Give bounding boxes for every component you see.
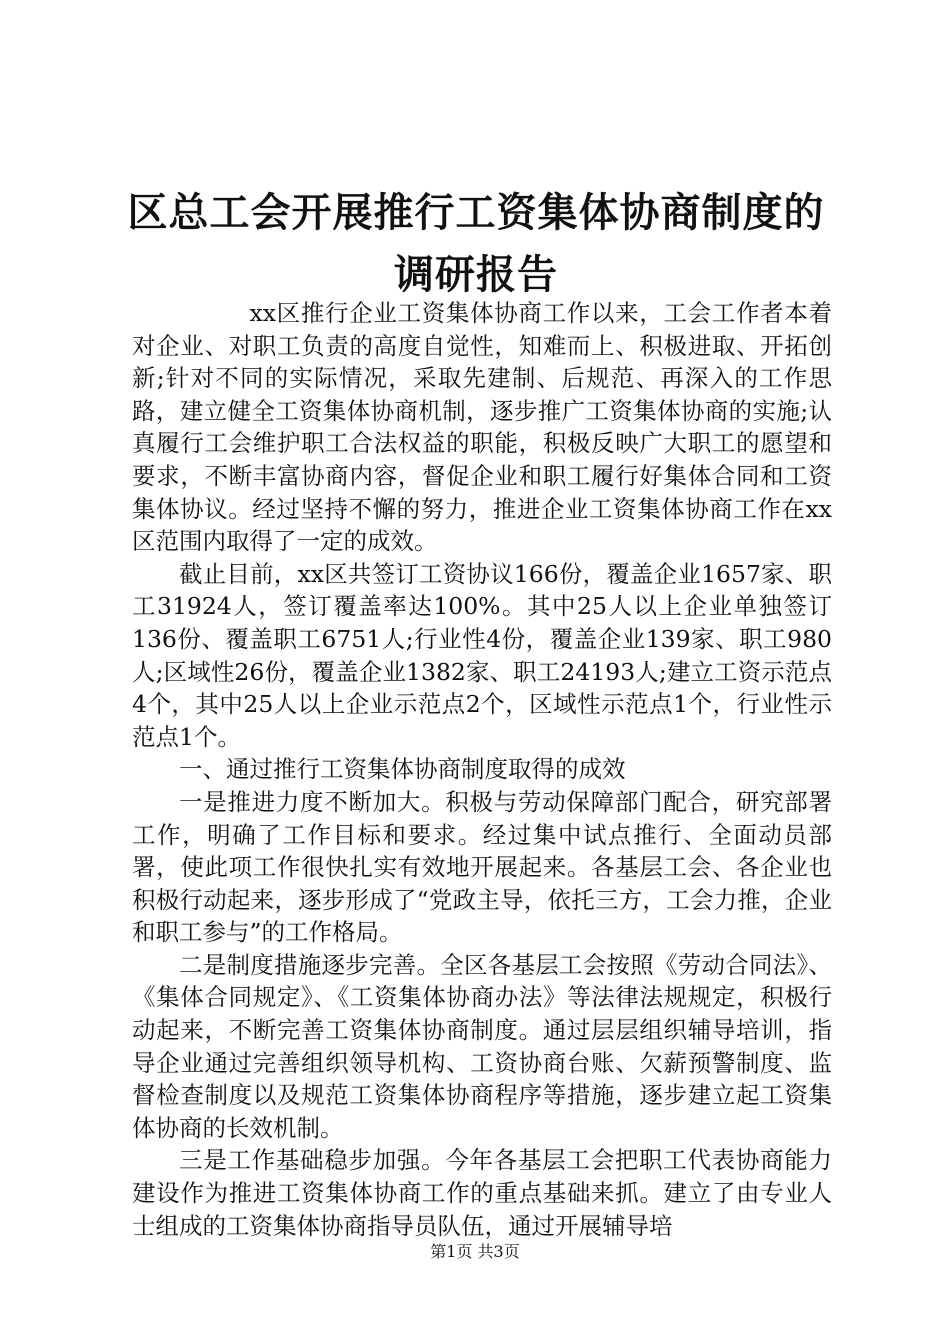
paragraph-point-2: 二是制度措施逐步完善。全区各基层工会按照《劳动合同法》、《集体合同规定》、《工资集体协商办法》等法律法规规定，积极行动起来，不断完善工资集体协商制度。通过层层组织辅导培训，指导企业通过完善组织领导机构、工资协商台账、欠薪预警制度、监督检查制度以及规范工资集体协商程序等措施，逐步建立起工资集体协商的长效机制。	[132, 950, 832, 1142]
document-body	[132, 297, 832, 1242]
section-heading-1: 一、通过推行工资集体协商制度取得的成效	[179, 755, 626, 784]
paragraph-point-3: 三是工作基础稳步加强。今年各基层工会把职工代表协商能力建设作为推进工资集体协商工作的重点基础来抓。建立了由专业人士组成的工资集体协商指导员队伍，通过开展辅导培	[132, 1146, 832, 1240]
paragraph-intro: xx区推行企业工资集体协商工作以来，工会工作者本着对企业、对职工负责的高度自觉性，知难而上、积极进取、开拓创新;针对不同的实际情况，采取先建制、后规范、再深入的工作思路，建立健全工资集体协商机制，逐步推广工资集体协商的实施;认真履行工会维护职工合法权益的职能，积极反映广大职工的愿望和要求，不断丰富协商内容，督促企业和职工履行好集体合同和工资集体协议。经过坚持不懈的努力，推进企业工资集体协商工作在xx区范围内取得了一定的成效。	[132, 299, 832, 556]
page-number-footer: 第1页 共3页	[430, 1242, 520, 1261]
document-title: 区总工会开展推行工资集体协商制度的调研报告	[127, 188, 825, 298]
paragraph-point-1: 一是推进力度不断加大。积极与劳动保障部门配合，研究部署工作，明确了工作目标和要求。经过集中试点推行、全面动员部署，使此项工作很快扎实有效地开展起来。各基层工会、各企业也积极行动起来，逐步形成了“党政主导，依托三方，工会力推，企业和职工参与”的工作格局。	[132, 787, 832, 947]
paragraph-statistics: 截止目前，xx区共签订工资协议166份，覆盖企业1657家、职工31924人，签订覆盖率达100%。其中25人以上企业单独签订136份、覆盖职工6751人;行业性4份，覆盖企业139家、职工980人;区域性26份，覆盖企业1382家、职工24193人;建立工资示范点4个，其中25人以上企业示范点2个，区域性示范点1个，行业性示范点1个。	[132, 559, 832, 751]
